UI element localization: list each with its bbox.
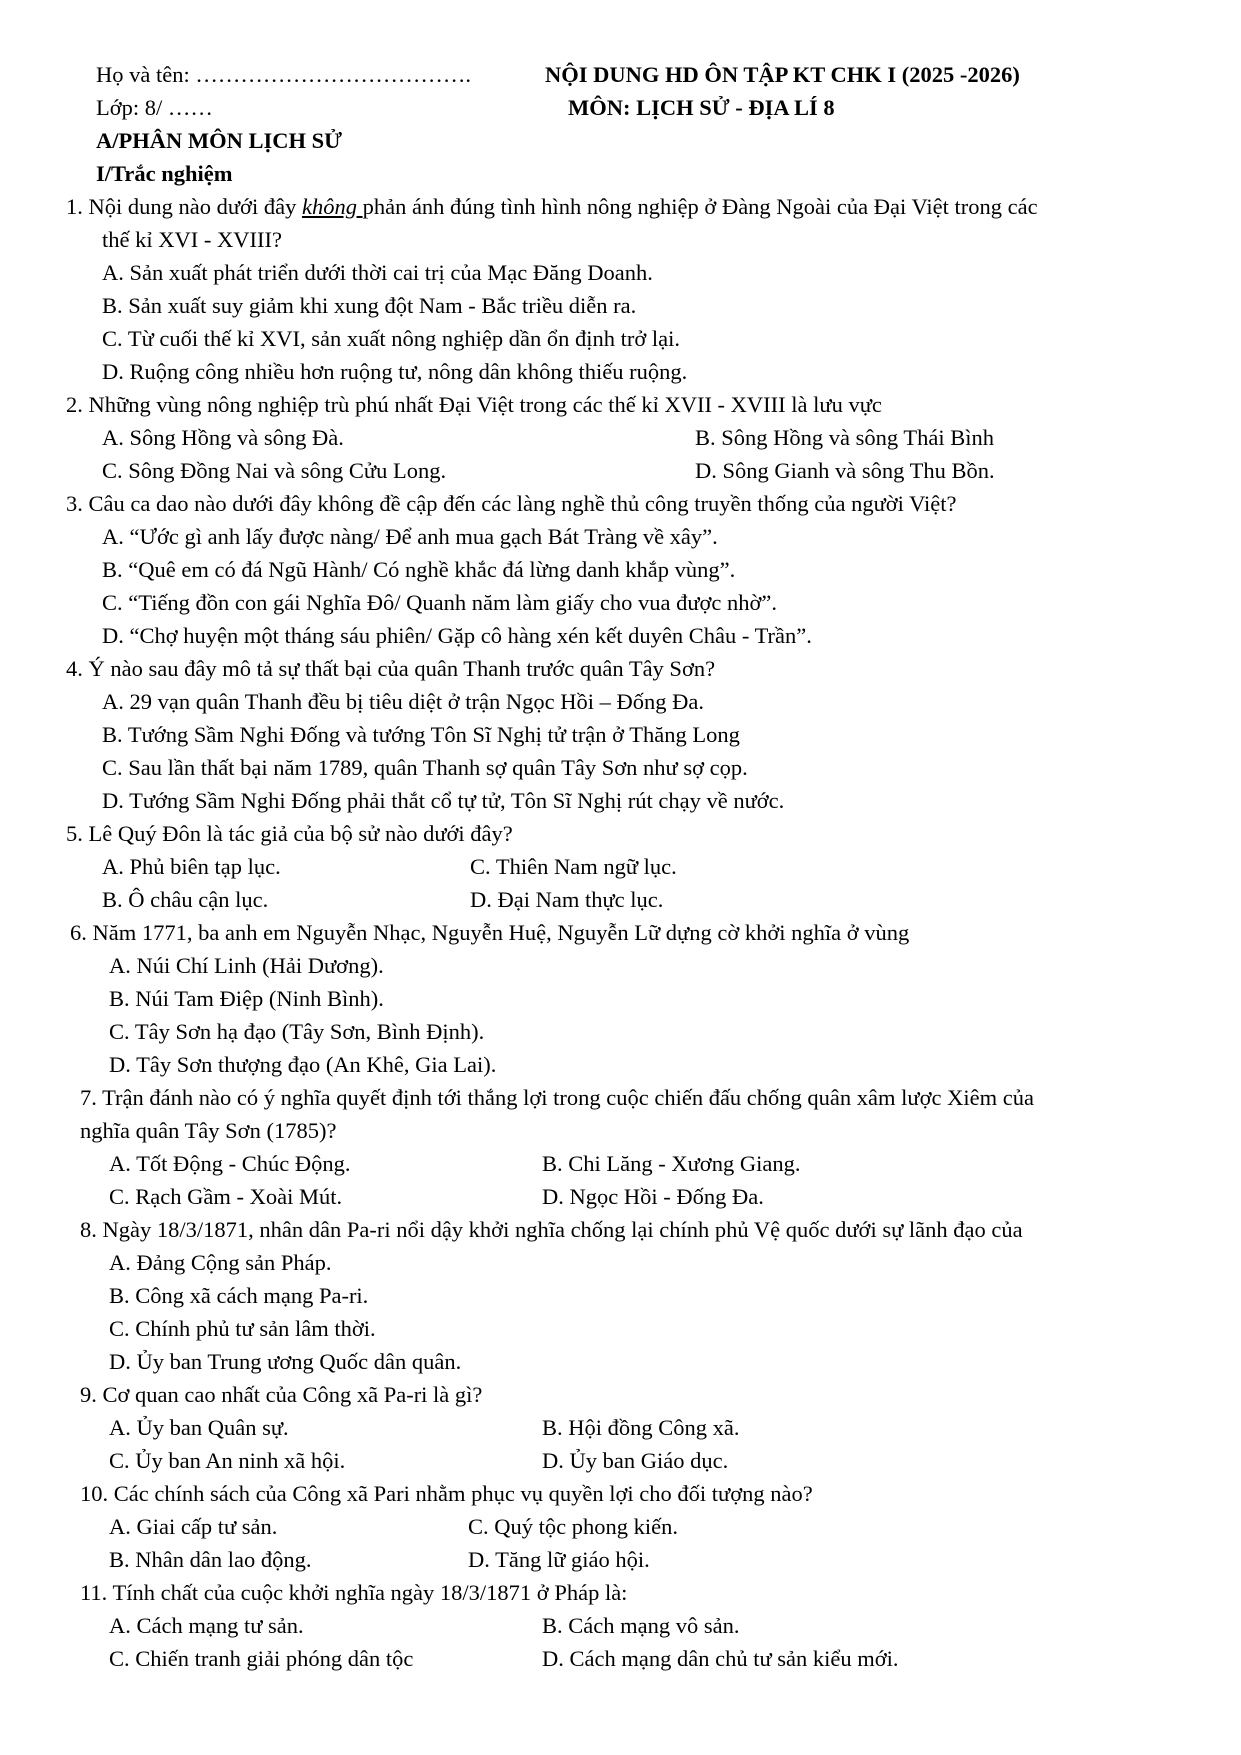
q6-option-a: A. Núi Chí Linh (Hải Dương). <box>109 953 384 978</box>
question-11: 11. Tính chất của cuộc khởi nghĩa ngày 18/3/1871 ở Pháp là: <box>80 1580 628 1605</box>
question-1-line2: thế kỉ XVI - XVIII? <box>102 227 282 252</box>
q11-option-b: B. Cách mạng vô sản. <box>542 1613 740 1638</box>
question-4: 4. Ý nào sau đây mô tả sự thất bại của quân Thanh trước quân Tây Sơn? <box>66 656 716 681</box>
question-1-lead: 1. Nội dung nào dưới đây <box>66 194 302 219</box>
q3-option-a: A. “Ước gì anh lấy được nàng/ Để anh mua gạch Bát Tràng về xây”. <box>102 524 718 549</box>
q9-option-d: D. Ủy ban Giáo dục. <box>542 1448 729 1473</box>
q9-option-c: C. Ủy ban An ninh xã hội. <box>109 1448 346 1473</box>
q7-option-d: D. Ngọc Hồi - Đống Đa. <box>542 1184 764 1209</box>
q2-option-d: D. Sông Gianh và sông Thu Bồn. <box>695 458 995 483</box>
q3-option-c: C. “Tiếng đồn con gái Nghĩa Đô/ Quanh năm làm giấy cho vua được nhờ”. <box>102 590 778 615</box>
document-title: NỘI DUNG HD ÔN TẬP KT CHK I (2025 -2026) <box>545 62 1020 87</box>
q11-option-c: C. Chiến tranh giải phóng dân tộc <box>109 1646 414 1671</box>
q7-option-a: A. Tốt Động - Chúc Động. <box>109 1151 351 1176</box>
q4-option-b: B. Tướng Sầm Nghi Đống và tướng Tôn Sĩ Nghị tử trận ở Thăng Long <box>102 722 740 747</box>
name-field: Họ và tên: ………………………………. <box>96 62 471 87</box>
question-10: 10. Các chính sách của Công xã Pari nhằm phục vụ quyền lợi cho đối tượng nào? <box>80 1481 813 1506</box>
part-title: I/Trắc nghiệm <box>96 161 233 186</box>
q1-option-b: B. Sản xuất suy giảm khi xung đột Nam - Bắc triều diễn ra. <box>102 293 637 318</box>
q6-option-d: D. Tây Sơn thượng đạo (An Khê, Gia Lai). <box>109 1052 497 1077</box>
q9-option-a: A. Ủy ban Quân sự. <box>109 1415 289 1440</box>
q2-option-c: C. Sông Đồng Nai và sông Cửu Long. <box>102 458 447 483</box>
question-3: 3. Câu ca dao nào dưới đây không đề cập đến các làng nghề thủ công truyền thống của người Việt? <box>66 491 957 516</box>
q8-option-a: A. Đảng Cộng sản Pháp. <box>109 1250 332 1275</box>
question-1-emphasis: không <box>301 194 363 219</box>
q10-option-d: D. Tăng lữ giáo hội. <box>468 1547 650 1572</box>
q2-option-a: A. Sông Hồng và sông Đà. <box>102 425 344 450</box>
q6-option-c: C. Tây Sơn hạ đạo (Tây Sơn, Bình Định). <box>109 1019 485 1044</box>
q1-option-d: D. Ruộng công nhiều hơn ruộng tư, nông dân không thiếu ruộng. <box>102 359 688 384</box>
q1-option-c: C. Từ cuối thế kỉ XVI, sản xuất nông nghiệp dần ổn định trở lại. <box>102 326 680 351</box>
q10-option-c: C. Quý tộc phong kiến. <box>468 1514 678 1539</box>
question-1-rest: phản ánh đúng tình hình nông nghiệp ở Đàng Ngoài của Đại Việt trong các <box>362 194 1038 219</box>
question-8: 8. Ngày 18/3/1871, nhân dân Pa-ri nổi dậy khởi nghĩa chống lại chính phủ Vệ quốc dưới sự lãnh đạo của <box>80 1217 1023 1242</box>
q8-option-c: C. Chính phủ tư sản lâm thời. <box>109 1316 376 1341</box>
q5-option-d: D. Đại Nam thực lục. <box>470 887 664 912</box>
q8-option-d: D. Ủy ban Trung ương Quốc dân quân. <box>109 1349 462 1374</box>
q2-option-b: B. Sông Hồng và sông Thái Bình <box>695 425 994 450</box>
q10-option-b: B. Nhân dân lao động. <box>109 1547 312 1572</box>
question-7-line2: nghĩa quân Tây Sơn (1785)? <box>80 1118 337 1143</box>
class-field: Lớp: 8/ …… <box>96 95 213 120</box>
q4-option-d: D. Tướng Sầm Nghi Đống phải thắt cổ tự tử, Tôn Sĩ Nghị rút chạy về nước. <box>102 788 785 813</box>
question-2: 2. Những vùng nông nghiệp trù phú nhất Đại Việt trong các thế kỉ XVII - XVIII là lưu vực <box>66 392 882 417</box>
q5-option-c: C. Thiên Nam ngữ lục. <box>470 854 677 879</box>
q9-option-b: B. Hội đồng Công xã. <box>542 1415 740 1440</box>
q7-option-b: B. Chi Lăng - Xương Giang. <box>542 1151 801 1176</box>
q4-option-c: C. Sau lần thất bại năm 1789, quân Thanh sợ quân Tây Sơn như sợ cọp. <box>102 755 748 780</box>
q11-option-d: D. Cách mạng dân chủ tư sản kiểu mới. <box>542 1646 899 1671</box>
section-title: A/PHÂN MÔN LỊCH SỬ <box>96 128 343 153</box>
q11-option-a: A. Cách mạng tư sản. <box>109 1613 304 1638</box>
q10-option-a: A. Giai cấp tư sản. <box>109 1514 278 1539</box>
q8-option-b: B. Công xã cách mạng Pa-ri. <box>109 1283 369 1308</box>
q3-option-d: D. “Chợ huyện một tháng sáu phiên/ Gặp cô hàng xén kết duyên Châu - Trần”. <box>102 623 812 648</box>
question-7: 7. Trận đánh nào có ý nghĩa quyết định tới thắng lợi trong cuộc chiến đấu chống quân xâm lược Xiêm của <box>80 1085 1034 1110</box>
question-9: 9. Cơ quan cao nhất của Công xã Pa-ri là gì? <box>80 1382 483 1407</box>
q4-option-a: A. 29 vạn quân Thanh đều bị tiêu diệt ở trận Ngọc Hồi – Đống Đa. <box>102 689 704 714</box>
q5-option-b: B. Ô châu cận lục. <box>102 887 269 912</box>
q5-option-a: A. Phủ biên tạp lục. <box>102 854 281 879</box>
q6-option-b: B. Núi Tam Điệp (Ninh Bình). <box>109 986 384 1011</box>
q3-option-b: B. “Quê em có đá Ngũ Hành/ Có nghề khắc đá lừng danh khắp vùng”. <box>102 557 736 582</box>
question-1 <box>66 190 1038 223</box>
question-6: 6. Năm 1771, ba anh em Nguyễn Nhạc, Nguyễn Huệ, Nguyễn Lữ dựng cờ khởi nghĩa ở vùng <box>70 920 910 945</box>
q7-option-c: C. Rạch Gầm - Xoài Mút. <box>109 1184 343 1209</box>
q1-option-a: A. Sản xuất phát triển dưới thời cai trị của Mạc Đăng Doanh. <box>102 260 653 285</box>
question-5: 5. Lê Quý Đôn là tác giả của bộ sử nào dưới đây? <box>66 821 513 846</box>
subject-title: MÔN: LỊCH SỬ - ĐỊA LÍ 8 <box>568 95 835 120</box>
